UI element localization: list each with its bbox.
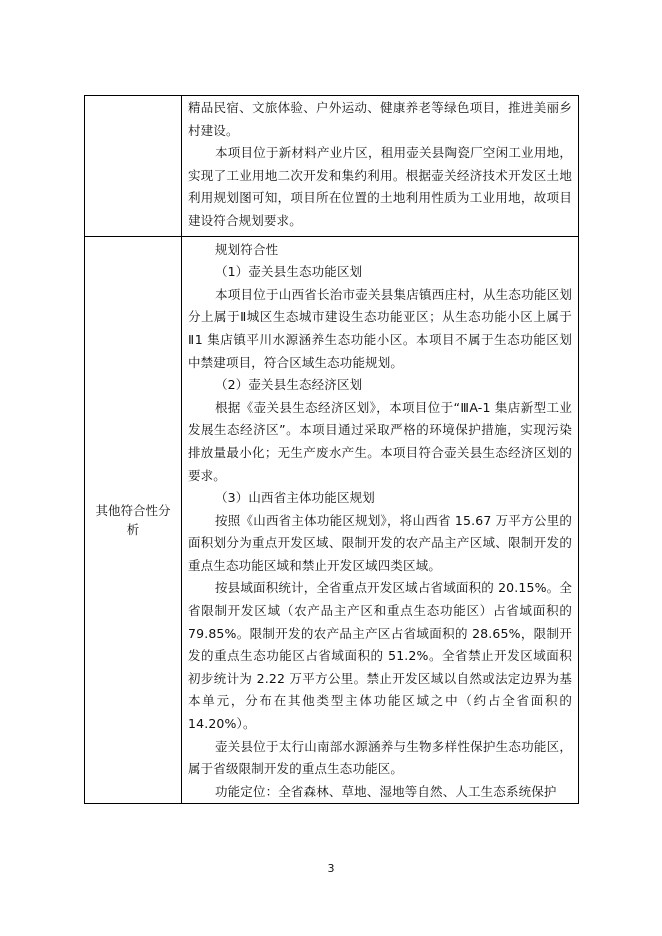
table-row: [85, 236, 579, 804]
content-block: [188, 96, 572, 236]
table-row: [85, 96, 579, 237]
content-block: [188, 237, 572, 804]
paragraph: 壶关县位于太行山南部水源涵养与生物多样性保护生态功能区，属于省级限制开发的重点生态功能区。: [188, 738, 572, 777]
row-label-cell: [85, 96, 182, 237]
paragraph: 本项目位于山西省长治市壶关县集店镇西庄村，从生态功能区划分上属于Ⅱ城区生态城市建设生态功能亚区；从生态功能小区上属于Ⅱ1 集店镇平川水源涵养生态功能小区。本项目不属于生态功能区划中禁建项目，符合区域生态功能规划。: [188, 286, 572, 370]
paragraph: 按照《山西省主体功能区规划》，将山西省 15.67 万平方公里的面积划分为重点开发区域、限制开发的农产品主产区域、限制开发的重点生态功能区域和禁止开发区域四类区域。: [188, 512, 572, 573]
subsection-heading: （3）山西省主体功能区规划: [215, 490, 375, 506]
subsection-heading: （1）壶关县生态功能区划: [215, 264, 363, 280]
paragraph: 根据《壶关县生态经济区划》，本项目位于“ⅢA-1 集店新型工业发展生态经济区”。本项目通过采取严格的环境保护措施，实现污染排放量最小化；无生产废水产生。本项目符合壶关县生态经济区划的要求。: [188, 399, 572, 483]
row-content-cell: [182, 236, 579, 804]
paragraph: 功能定位：全省森林、草地、湿地等自然、人工生态系统保护: [215, 783, 557, 799]
row-label: 其他符合性分析: [95, 502, 171, 537]
section-heading: 规划符合性: [215, 241, 279, 257]
paragraph: 精品民宿、文旅体验、户外运动、健康养老等绿色项目，推进美丽乡村建设。: [188, 100, 572, 138]
paragraph: 本项目位于新材料产业片区，租用壶关县陶瓷厂空闲工业用地，实现了工业用地二次开发和集约利用。根据壶关经济技术开发区土地利用规划图可知，项目所在位置的土地利用性质为工业用地，故项目建设符合规划要求。: [188, 145, 572, 228]
analysis-table: [84, 95, 579, 804]
subsection-heading: （2）壶关县生态经济区划: [215, 377, 363, 393]
row-content-cell: [182, 96, 579, 237]
page-number: 3: [327, 862, 335, 875]
paragraph: 按县域面积统计，全省重点开发区域占省域面积的 20.15%。全省限制开发区域（农产品主产区和重点生态功能区）占省域面积的 79.85%。限制开发的农产品主产区占省域面积的 28.65%，限制开发的重点生态功能区占省域面积的 51.2%。全省禁止开发区域面积初步统计为 2.22 万平方公里。禁止开发区域以自然或法定边界为基本单元，分布在其他类型主体功能区域之中（约占全省面积的 14.20%）。: [188, 580, 572, 732]
row-label-cell: [85, 236, 182, 804]
